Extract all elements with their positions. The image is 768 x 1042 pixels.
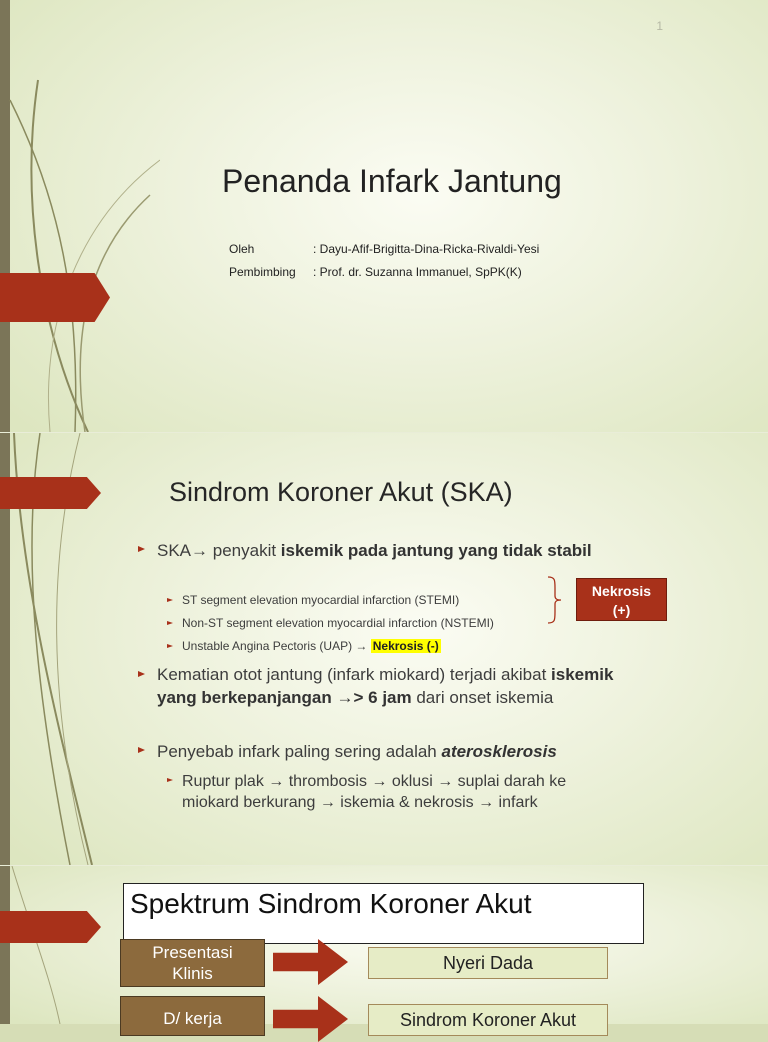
slide-separator [0,432,768,433]
sub-bullet-pathway: Ruptur plak → thrombosis → oklusi → suplai darah ke miokard berkurang → iskemia & nekrosis → infark [182,773,567,811]
author-value: : Dayu-Afif-Brigitta-Dina-Ricka-Rivaldi-Yesi [313,242,540,256]
row-label-presentasi: Presentasi Klinis [120,939,265,987]
slide-title: Sindrom Koroner Akut (SKA) [169,477,513,507]
sub-bullet-icon [167,621,173,625]
sub-bullet-icon [167,598,173,602]
advisor-value: : Prof. dr. Suzanna Immanuel, SpPK(K) [313,265,522,279]
sub-bullet-icon [167,778,173,782]
decorative-curves [0,0,160,432]
accent-tab [0,911,101,943]
advisor-label: Pembimbing [229,265,296,279]
slide-1 [0,0,768,432]
nekrosis-badge: Nekrosis (+) [576,578,667,621]
accent-tab [0,273,110,322]
row-value-nyeri-dada: Nyeri Dada [368,947,608,979]
title-box [123,883,644,944]
sub-bullet-stemi: ST segment elevation myocardial infarction (STEMI) [182,593,460,607]
bullet-icon [138,671,145,677]
page-number: 1 [656,19,663,33]
brace-icon [546,576,562,624]
bullet-icon [138,546,145,552]
author-label: Oleh [229,242,255,256]
bullet-1: SKA→ penyakit iskemik pada jantung yang tidak stabil [157,541,592,560]
sub-bullet-icon [167,644,173,648]
slide-title: Penanda Infark Jantung [222,163,562,199]
row-label-diagnosis: D/ kerja [120,996,265,1036]
bullet-icon [138,747,145,753]
sub-bullet-nstemi: Non-ST segment elevation myocardial infarction (NSTEMI) [182,616,494,630]
bullet-2: Kematian otot jantung (infark miokard) terjadi akibat iskemik yang berkepanjangan →> 6 jam dari onset iskemia [157,665,614,707]
accent-tab [0,477,101,509]
bullet-3: Penyebab infark paling sering adalah aterosklerosis [157,742,557,761]
row-value-sindrom: Sindrom Koroner Akut [368,1004,608,1036]
slide-title: Spektrum Sindrom Koroner Akut [130,888,532,919]
slide-separator [0,865,768,866]
sub-bullet-uap: Unstable Angina Pectoris (UAP) → Nekrosis (-) [182,639,439,653]
